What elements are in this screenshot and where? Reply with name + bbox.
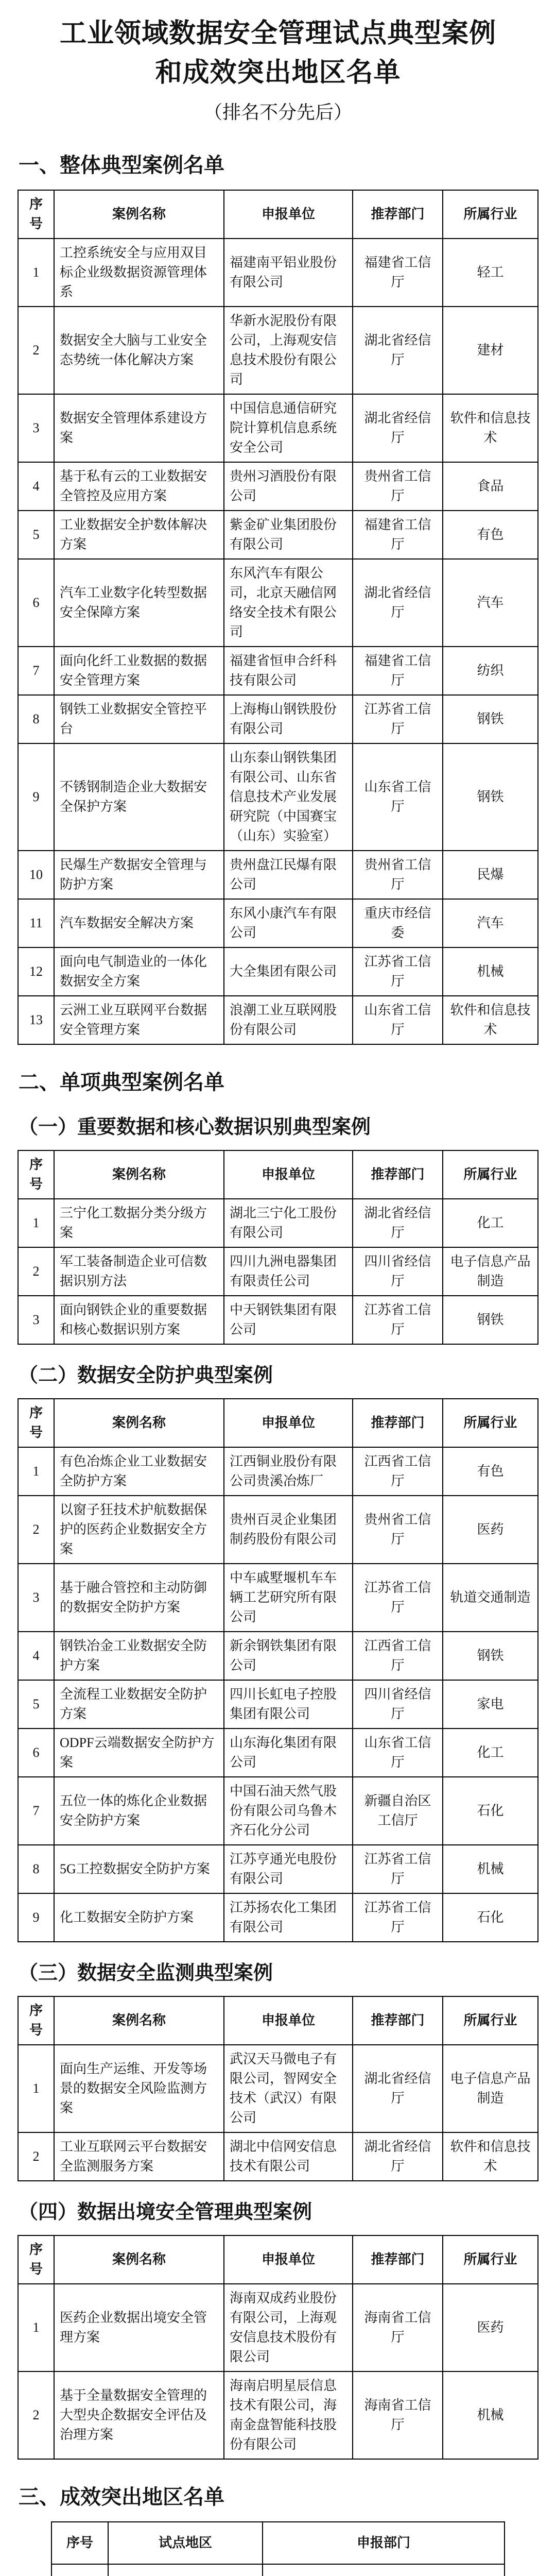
section-1-heading: 一、整体典型案例名单 xyxy=(19,154,224,177)
header-unit: 申报单位 xyxy=(224,1150,353,1199)
cell-industry: 汽车 xyxy=(443,559,538,647)
cell-unit: 中国石油天然气股份有限公司乌鲁木齐石化分公司 xyxy=(224,1777,353,1845)
header-case: 案例名称 xyxy=(54,1150,224,1199)
table-header-row xyxy=(51,2522,505,2564)
header-industry: 所属行业 xyxy=(443,1996,538,2045)
cell-industry: 轨道交通制造 xyxy=(443,1564,538,1632)
cell-no: 3 xyxy=(18,394,54,462)
table-row xyxy=(18,899,538,947)
table-header-row xyxy=(18,190,538,239)
cell-case-name: 民爆生产数据安全管理与防护方案 xyxy=(54,851,224,899)
title-line-1: 工业领域数据安全管理试点典型案例 xyxy=(59,19,496,48)
cell-case-name: 基于融合管控和主动防御的数据安全防护方案 xyxy=(54,1564,224,1632)
cell-industry: 化工 xyxy=(443,1199,538,1247)
regions-body xyxy=(51,2564,505,2576)
data-monitoring-table xyxy=(18,1996,538,2181)
table-row xyxy=(18,2284,538,2371)
cell-no: 2 xyxy=(18,2371,54,2459)
table-row xyxy=(18,1296,538,1344)
cell-no xyxy=(51,2564,108,2576)
cell-case-name: 不锈钢制造企业大数据安全保护方案 xyxy=(54,743,224,851)
cell-no: 4 xyxy=(18,1632,54,1680)
cell-unit: 福建南平铝业股份有限公司 xyxy=(224,239,353,307)
cell-industry: 机械 xyxy=(443,2371,538,2459)
cell-industry: 钢铁 xyxy=(443,743,538,851)
cell-industry: 电子信息产品制造 xyxy=(443,2045,538,2132)
cell-dept: 福建省工信厅 xyxy=(353,239,443,307)
cell-dept: 山东省工信厅 xyxy=(353,1728,443,1777)
cell-case-name: 钢铁工业数据安全管控平台 xyxy=(54,695,224,743)
cell-industry: 建材 xyxy=(443,307,538,394)
cell-industry: 纺织 xyxy=(443,647,538,695)
cell-no: 4 xyxy=(18,462,54,511)
cell-unit: 江苏亨通光电股份有限公司 xyxy=(224,1845,353,1893)
cell-case-name: 医药企业数据出境安全管理方案 xyxy=(54,2284,224,2371)
data-export-table xyxy=(18,2235,538,2460)
header-no: 序号 xyxy=(18,1996,54,2045)
header-case: 案例名称 xyxy=(54,1399,224,1447)
table-row xyxy=(18,695,538,743)
header-no: 序号 xyxy=(18,1150,54,1199)
table-header-row xyxy=(18,1996,538,2045)
cell-industry: 有色 xyxy=(443,511,538,559)
overall-cases-body xyxy=(18,239,538,1044)
cell-industry: 石化 xyxy=(443,1777,538,1845)
header-no: 序号 xyxy=(18,190,54,239)
cell-no: 9 xyxy=(18,743,54,851)
cell-case-name: 有色冶炼企业工业数据安全防护方案 xyxy=(54,1447,224,1496)
cell-unit: 贵州盘江民爆有限公司 xyxy=(224,851,353,899)
cell-case-name: 汽车工业数字化转型数据安全保障方案 xyxy=(54,559,224,647)
header-dept: 推荐部门 xyxy=(353,190,443,239)
cell-case-name: 三宁化工数据分类分级方案 xyxy=(54,1199,224,1247)
cell-case-name: 云洲工业互联网平台数据安全管理方案 xyxy=(54,996,224,1044)
cell-unit: 四川九洲电器集团有限责任公司 xyxy=(224,1247,353,1296)
table-row xyxy=(18,462,538,511)
cell-unit: 四川长虹电子控股集团有限公司 xyxy=(224,1680,353,1728)
table-row xyxy=(18,1680,538,1728)
cell-dept: 贵州省工信厅 xyxy=(353,1496,443,1564)
header-dept: 推荐部门 xyxy=(353,2235,443,2284)
header-case: 案例名称 xyxy=(54,2235,224,2284)
cell-unit: 武汉天马微电子有限公司，智网安全技术（武汉）有限公司 xyxy=(224,2045,353,2132)
header-unit: 申报单位 xyxy=(224,1996,353,2045)
cell-unit: 中国信息通信研究院计算机信息系统安全公司 xyxy=(224,394,353,462)
cell-industry: 机械 xyxy=(443,1845,538,1893)
cell-case-name: 军工装备制造企业可信数据识别方法 xyxy=(54,1247,224,1296)
cell-dept: 湖北省经信厅 xyxy=(353,2045,443,2132)
cell-unit: 上海梅山钢铁股份有限公司 xyxy=(224,695,353,743)
cell-dept: 福建省工信厅 xyxy=(353,647,443,695)
header-case: 案例名称 xyxy=(54,190,224,239)
section-3-heading: 三、成效突出地区名单 xyxy=(19,2486,224,2509)
cell-industry: 汽车 xyxy=(443,899,538,947)
cell-case-name: 面向电气制造业的一体化数据安全方案 xyxy=(54,947,224,996)
cell-dept: 湖北省经信厅 xyxy=(353,559,443,647)
cell-no: 1 xyxy=(18,239,54,307)
cell-industry: 软件和信息技术 xyxy=(443,996,538,1044)
table-row xyxy=(18,239,538,307)
cell-dept: 江西省工信厅 xyxy=(353,1447,443,1496)
section-2-heading: 二、单项典型案例名单 xyxy=(19,1071,224,1094)
cell-industry: 钢铁 xyxy=(443,1632,538,1680)
cell-no: 6 xyxy=(18,1728,54,1777)
subsection-1-heading: （一）重要数据和核心数据识别典型案例 xyxy=(19,1116,371,1138)
cell-case-name: 五位一体的炼化企业数据安全防护方案 xyxy=(54,1777,224,1845)
document-title xyxy=(0,14,556,93)
cell-dept: 重庆市经信委 xyxy=(353,899,443,947)
table-row xyxy=(18,1496,538,1564)
header-dept: 推荐部门 xyxy=(353,1996,443,2045)
cell-industry: 机械 xyxy=(443,947,538,996)
cell-unit: 江西铜业股份有限公司贵溪冶炼厂 xyxy=(224,1447,353,1496)
cell-case-name: 以窗子狂技术护航数据保护的医药企业数据安全方案 xyxy=(54,1496,224,1564)
cell-no: 13 xyxy=(18,996,54,1044)
data-identification-table xyxy=(18,1150,538,1345)
cell-unit: 山东泰山钢铁集团有限公司、山东省信息技术产业发展研究院（中国赛宝（山东）实验室） xyxy=(224,743,353,851)
cell-dept: 湖北省经信厅 xyxy=(353,2132,443,2181)
header-unit: 申报单位 xyxy=(224,1399,353,1447)
cell-industry: 食品 xyxy=(443,462,538,511)
cell-unit: 浪潮工业互联网股份有限公司 xyxy=(224,996,353,1044)
table-row xyxy=(18,996,538,1044)
cell-unit: 紫金矿业集团股份有限公司 xyxy=(224,511,353,559)
cell-case-name: 5G工控数据安全防护方案 xyxy=(54,1845,224,1893)
cell-dept: 江苏省工信厅 xyxy=(353,947,443,996)
table-row xyxy=(18,1632,538,1680)
table-row xyxy=(18,647,538,695)
cell-industry: 石化 xyxy=(443,1893,538,1942)
cell-case-name: 汽车数据安全解决方案 xyxy=(54,899,224,947)
ranking-note: （排名不分先后） xyxy=(203,102,352,123)
table-header-row xyxy=(18,1399,538,1447)
cell-dept: 贵州省工信厅 xyxy=(353,851,443,899)
cell-unit: 华新水泥股份有限公司，上海观安信息技术股份有限公司 xyxy=(224,307,353,394)
cell-unit: 中车戚墅堰机车车辆工艺研究所有限公司 xyxy=(224,1564,353,1632)
cell-case-name: 工业互联网云平台数据安全监测服务方案 xyxy=(54,2132,224,2181)
cell-no: 2 xyxy=(18,307,54,394)
cell-unit: 湖北三宁化工股份有限公司 xyxy=(224,1199,353,1247)
cell-industry: 软件和信息技术 xyxy=(443,394,538,462)
table-row xyxy=(18,1247,538,1296)
cell-industry: 民爆 xyxy=(443,851,538,899)
cell-dept: 江苏省工信厅 xyxy=(353,1296,443,1344)
table-row xyxy=(18,2132,538,2181)
data-protection-body xyxy=(18,1447,538,1942)
cell-unit: 海南双成药业股份有限公司，上海观安信息技术股份有限公司 xyxy=(224,2284,353,2371)
cell-case-name: ODPF云端数据安全防护方案 xyxy=(54,1728,224,1777)
cell-case-name: 工业数据安全护数体解决方案 xyxy=(54,511,224,559)
cell-case-name: 全流程工业数据安全防护方案 xyxy=(54,1680,224,1728)
cell-dept: 江西省工信厅 xyxy=(353,1632,443,1680)
cell-region xyxy=(108,2564,263,2576)
subsection-4-heading: （四）数据出境安全管理典型案例 xyxy=(19,2201,312,2223)
overall-cases-table xyxy=(18,190,538,1045)
cell-no: 1 xyxy=(18,2284,54,2371)
header-case: 案例名称 xyxy=(54,1996,224,2045)
table-row xyxy=(18,1893,538,1942)
table-row xyxy=(18,511,538,559)
table-row xyxy=(18,743,538,851)
cell-unit: 福建省恒申合纤科技有限公司 xyxy=(224,647,353,695)
cell-unit: 贵州百灵企业集团制药股份有限公司 xyxy=(224,1496,353,1564)
cell-industry: 医药 xyxy=(443,1496,538,1564)
header-dept: 申报部门 xyxy=(263,2522,505,2564)
cell-dept: 江苏省工信厅 xyxy=(353,1893,443,1942)
table-row xyxy=(18,1728,538,1777)
title-line-2: 和成效突出地区名单 xyxy=(155,58,401,88)
cell-industry: 软件和信息技术 xyxy=(443,2132,538,2181)
cell-industry: 医药 xyxy=(443,2284,538,2371)
table-row xyxy=(18,1777,538,1845)
table-row xyxy=(18,947,538,996)
cell-dept: 福建省工信厅 xyxy=(353,511,443,559)
cell-industry: 电子信息产品制造 xyxy=(443,1247,538,1296)
table-row xyxy=(18,2371,538,2459)
cell-unit: 东风小康汽车有限公司 xyxy=(224,899,353,947)
cell-no: 8 xyxy=(18,695,54,743)
cell-dept: 江苏省工信厅 xyxy=(353,1564,443,1632)
subsection-2-heading: （二）数据安全防护典型案例 xyxy=(19,1365,273,1386)
header-industry: 所属行业 xyxy=(443,1150,538,1199)
cell-no: 6 xyxy=(18,559,54,647)
table-row xyxy=(51,2564,505,2576)
cell-no: 7 xyxy=(18,1777,54,1845)
table-row xyxy=(18,1845,538,1893)
cell-case-name: 基于全量数据安全管理的大型央企数据安全评估及治理方案 xyxy=(54,2371,224,2459)
cell-unit: 贵州习酒股份有限公司 xyxy=(224,462,353,511)
cell-unit: 山东海化集团有限公司 xyxy=(224,1728,353,1777)
cell-no: 2 xyxy=(18,1247,54,1296)
table-row xyxy=(18,1447,538,1496)
cell-unit: 大全集团有限公司 xyxy=(224,947,353,996)
table-row xyxy=(18,851,538,899)
cell-no: 3 xyxy=(18,1564,54,1632)
cell-unit: 新余钢铁集团有限公司 xyxy=(224,1632,353,1680)
header-unit: 申报单位 xyxy=(224,2235,353,2284)
cell-case-name: 基于私有云的工业数据安全管控及应用方案 xyxy=(54,462,224,511)
header-no: 序号 xyxy=(18,1399,54,1447)
cell-unit: 东风汽车有限公司，北京天融信网络安全技术有限公司 xyxy=(224,559,353,647)
cell-unit: 海南启明星辰信息技术有限公司，海南金盘智能科技股份有限公司 xyxy=(224,2371,353,2459)
cell-no: 1 xyxy=(18,2045,54,2132)
cell-no: 1 xyxy=(18,1199,54,1247)
cell-dept: 湖北省经信厅 xyxy=(353,394,443,462)
cell-case-name: 钢铁冶金工业数据安全防护方案 xyxy=(54,1632,224,1680)
table-row xyxy=(18,559,538,647)
data-export-body xyxy=(18,2284,538,2459)
cell-case-name: 面向钢铁企业的重要数据和核心数据识别方案 xyxy=(54,1296,224,1344)
header-no: 序号 xyxy=(51,2522,108,2564)
cell-no: 8 xyxy=(18,1845,54,1893)
cell-no: 9 xyxy=(18,1893,54,1942)
table-row xyxy=(18,2045,538,2132)
cell-dept: 新疆自治区工信厅 xyxy=(353,1777,443,1845)
data-protection-table xyxy=(18,1398,538,1942)
subsection-3-heading: （三）数据安全监测典型案例 xyxy=(19,1962,273,1984)
cell-case-name: 化工数据安全防护方案 xyxy=(54,1893,224,1942)
cell-dept: 江苏省工信厅 xyxy=(353,1845,443,1893)
cell-dept: 贵州省工信厅 xyxy=(353,462,443,511)
header-industry: 所属行业 xyxy=(443,190,538,239)
cell-dept: 山东省工信厅 xyxy=(353,743,443,851)
cell-industry: 家电 xyxy=(443,1680,538,1728)
cell-no: 7 xyxy=(18,647,54,695)
table-row xyxy=(18,1564,538,1632)
header-unit: 申报单位 xyxy=(224,190,353,239)
cell-no: 2 xyxy=(18,1496,54,1564)
cell-no: 5 xyxy=(18,1680,54,1728)
cell-no: 3 xyxy=(18,1296,54,1344)
table-row xyxy=(18,307,538,394)
cell-industry: 化工 xyxy=(443,1728,538,1777)
cell-no: 1 xyxy=(18,1447,54,1496)
cell-no: 11 xyxy=(18,899,54,947)
cell-case-name: 数据安全管理体系建设方案 xyxy=(54,394,224,462)
cell-case-name: 工控系统安全与应用双目标企业级数据资源管理体系 xyxy=(54,239,224,307)
regions-table xyxy=(51,2521,505,2576)
cell-no: 10 xyxy=(18,851,54,899)
cell-unit: 江苏扬农化工集团有限公司 xyxy=(224,1893,353,1942)
cell-no: 2 xyxy=(18,2132,54,2181)
cell-dept: 湖北省经信厅 xyxy=(353,307,443,394)
cell-industry: 轻工 xyxy=(443,239,538,307)
cell-dept: 四川省经信厅 xyxy=(353,1680,443,1728)
cell-dept: 海南省工信厅 xyxy=(353,2284,443,2371)
cell-case-name: 面向化纤工业数据的数据安全管理方案 xyxy=(54,647,224,695)
cell-dept: 海南省工信厅 xyxy=(353,2371,443,2459)
cell-dept: 四川省经信厅 xyxy=(353,1247,443,1296)
cell-unit: 中天钢铁集团有限公司 xyxy=(224,1296,353,1344)
data-identification-body xyxy=(18,1199,538,1344)
cell-dept: 湖北省经信厅 xyxy=(353,1199,443,1247)
header-industry: 所属行业 xyxy=(443,2235,538,2284)
cell-industry: 钢铁 xyxy=(443,1296,538,1344)
data-monitoring-body xyxy=(18,2045,538,2181)
cell-no: 5 xyxy=(18,511,54,559)
cell-case-name: 面向生产运维、开发等场景的数据安全风险监测方案 xyxy=(54,2045,224,2132)
cell-unit: 湖北中信网安信息技术有限公司 xyxy=(224,2132,353,2181)
header-industry: 所属行业 xyxy=(443,1399,538,1447)
header-dept: 推荐部门 xyxy=(353,1150,443,1199)
cell-dept: 山东省工信厅 xyxy=(353,996,443,1044)
cell-case-name: 数据安全大脑与工业安全态势统一体化解决方案 xyxy=(54,307,224,394)
header-dept: 推荐部门 xyxy=(353,1399,443,1447)
table-row xyxy=(18,394,538,462)
header-no: 序号 xyxy=(18,2235,54,2284)
table-header-row xyxy=(18,2235,538,2284)
table-header-row xyxy=(18,1150,538,1199)
cell-industry: 有色 xyxy=(443,1447,538,1496)
header-region: 试点地区 xyxy=(108,2522,263,2564)
cell-industry: 钢铁 xyxy=(443,695,538,743)
cell-dept: 江苏省工信厅 xyxy=(353,695,443,743)
cell-dept xyxy=(263,2564,505,2576)
cell-no: 12 xyxy=(18,947,54,996)
table-row xyxy=(18,1199,538,1247)
